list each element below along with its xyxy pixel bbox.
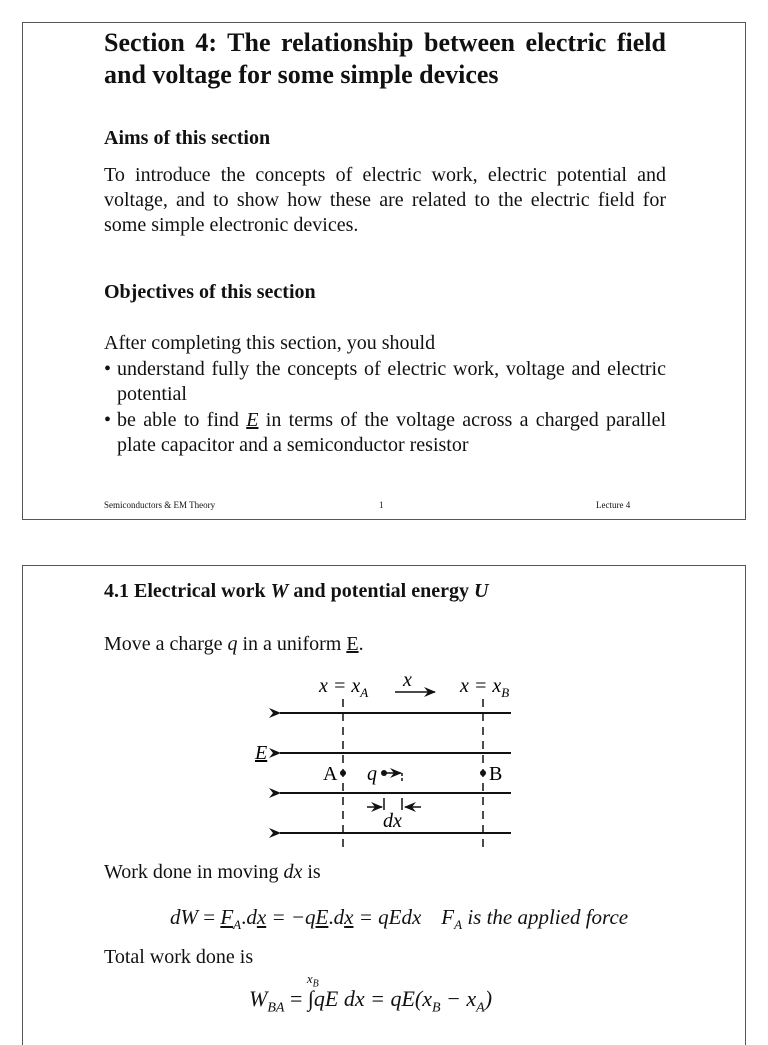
eq-d: d — [246, 905, 257, 929]
slide-1 — [22, 22, 746, 520]
symbol-q: q — [227, 633, 238, 655]
objective-text: understand fully the concepts of electric work, voltage and electric potential — [117, 358, 666, 405]
label-E: E — [255, 742, 268, 764]
note-F-sub: A — [454, 917, 463, 933]
eq-d: d — [333, 905, 345, 929]
eq2-sub-A: A — [476, 1000, 485, 1016]
eq-minus-q: = −q — [266, 905, 316, 929]
eq-rest: = qEdx — [353, 905, 422, 929]
eq-F-sub: A — [233, 917, 242, 933]
note-F: F — [441, 905, 455, 929]
label-A: A — [323, 763, 338, 785]
symbol-dx: dx — [283, 861, 303, 883]
footer-course: Semiconductors & EM Theory — [104, 500, 216, 510]
eq2-equals: = — [284, 986, 308, 1011]
eq-F: F — [220, 905, 234, 929]
move-text: Move a charge — [104, 633, 228, 655]
equation-dW — [170, 905, 628, 933]
label-x: x — [403, 669, 412, 691]
eq-dot: . — [328, 905, 334, 929]
label-B: B — [489, 763, 503, 785]
label-q: q — [367, 763, 377, 785]
objective-text-end: in terms of the voltage across a charged parallel plate capacitor and a semiconductor resistor — [117, 409, 666, 456]
eq2-W: W — [249, 986, 268, 1011]
work-text-end: is — [302, 861, 321, 883]
symbol-E: E — [346, 633, 359, 655]
objective-text-start: be able to find — [117, 409, 247, 431]
heading-symbol-W: W — [270, 580, 289, 602]
slide-2 — [22, 565, 746, 1045]
eq-E: E — [315, 905, 329, 929]
integral-upper-limit: $x_B$ — [306, 971, 319, 990]
bullet-dot-icon: • — [104, 358, 112, 380]
equation-WBA — [249, 971, 493, 1016]
label-xB: $x = x_B$ — [460, 675, 510, 700]
footer-page-number: 1 — [379, 500, 384, 510]
objectives-intro: After completing this section, you should — [104, 332, 436, 354]
eq2-W-sub: BA — [267, 1000, 285, 1016]
field-symbol-E: E — [246, 409, 259, 431]
point-B — [480, 770, 486, 776]
field-diagram — [23, 566, 745, 866]
eq-equals: = — [198, 905, 221, 929]
section-title: Section 4: The relationship between electric field and voltage for some simple devices — [104, 28, 666, 89]
label-dx: dx — [383, 810, 402, 832]
work-text — [104, 860, 321, 885]
eq-x: x — [256, 905, 267, 929]
footer-lecture: Lecture 4 — [596, 500, 631, 510]
objectives-heading: Objectives of this section — [104, 281, 316, 303]
objective-item — [104, 357, 666, 407]
move-text-end: . — [358, 633, 364, 655]
eq-dot: . — [241, 905, 247, 929]
eq-x: x — [344, 905, 354, 929]
aims-heading: Aims of this section — [104, 127, 271, 149]
total-work-text: Total work done is — [104, 946, 254, 968]
eq2-paren: (x — [414, 986, 432, 1011]
eq2-close: ) — [484, 986, 493, 1011]
eq2-minus: − x — [440, 986, 477, 1011]
heading-text-mid: and potential energy — [288, 580, 474, 602]
work-text-start: Work done in moving — [104, 861, 284, 883]
move-text-mid: in a uniform — [237, 633, 347, 655]
heading-text: 4.1 Electrical work — [104, 580, 271, 602]
point-A — [340, 770, 346, 776]
bullet-dot-icon: • — [104, 409, 112, 431]
objective-item — [104, 408, 666, 458]
heading-symbol-U: U — [473, 580, 489, 602]
aims-text: To introduce the concepts of electric work, electric potential and voltage, and to show how these are related to the electric field for some simple electronic devices. — [104, 164, 666, 236]
integral-sign: $x_B$ ∫ — [306, 971, 319, 1011]
note-text: is the applied force — [462, 905, 629, 929]
eq2-body: qE dx = qE — [313, 986, 415, 1011]
eq2-sub-B: B — [431, 1000, 441, 1016]
label-xA: $x = x_A$ — [319, 675, 369, 700]
objectives-list — [104, 357, 666, 459]
eq-dW: dW — [170, 905, 198, 929]
